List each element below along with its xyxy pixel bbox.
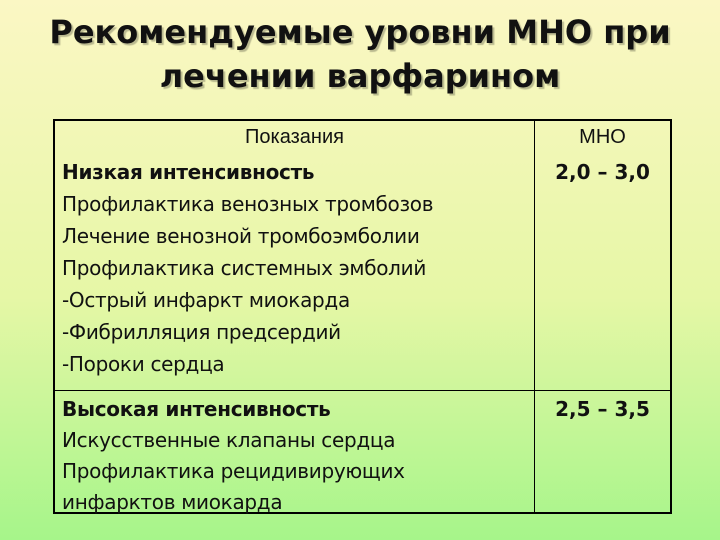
- low-intensity-cell: [62, 156, 532, 380]
- inr-table: [53, 119, 672, 514]
- list-item: Профилактика венозных тромбозов: [62, 192, 434, 216]
- high-intensity-heading: Высокая интенсивность: [62, 397, 331, 421]
- high-intensity-inr-value: 2,5 – 3,5: [555, 397, 650, 421]
- title-line-1: Рекомендуемые уровни МНО при: [49, 13, 671, 51]
- title-line-2: лечении варфарином: [159, 57, 561, 95]
- header-inr: МНО: [579, 126, 626, 148]
- list-item: Профилактика рецидивирующих: [62, 459, 405, 483]
- list-item: -Пороки сердца: [62, 352, 225, 376]
- list-item: Искусственные клапаны сердца: [62, 428, 396, 452]
- list-item: -Острый инфаркт миокарда: [62, 288, 350, 312]
- low-intensity-heading: Низкая интенсивность: [62, 160, 315, 184]
- list-item: -Фибрилляция предсердий: [62, 320, 341, 344]
- list-item: Профилактика системных эмболий: [62, 256, 427, 280]
- row-divider: [55, 390, 670, 391]
- header-indications: Показания: [245, 126, 344, 148]
- high-intensity-cell: [62, 394, 532, 518]
- list-item: Лечение венозной тромбоэмболии: [62, 224, 420, 248]
- table-header-row: [55, 121, 670, 155]
- slide-title: [0, 10, 720, 98]
- list-item: инфарктов миокарда: [62, 490, 283, 514]
- low-intensity-inr-value: 2,0 – 3,0: [555, 160, 650, 184]
